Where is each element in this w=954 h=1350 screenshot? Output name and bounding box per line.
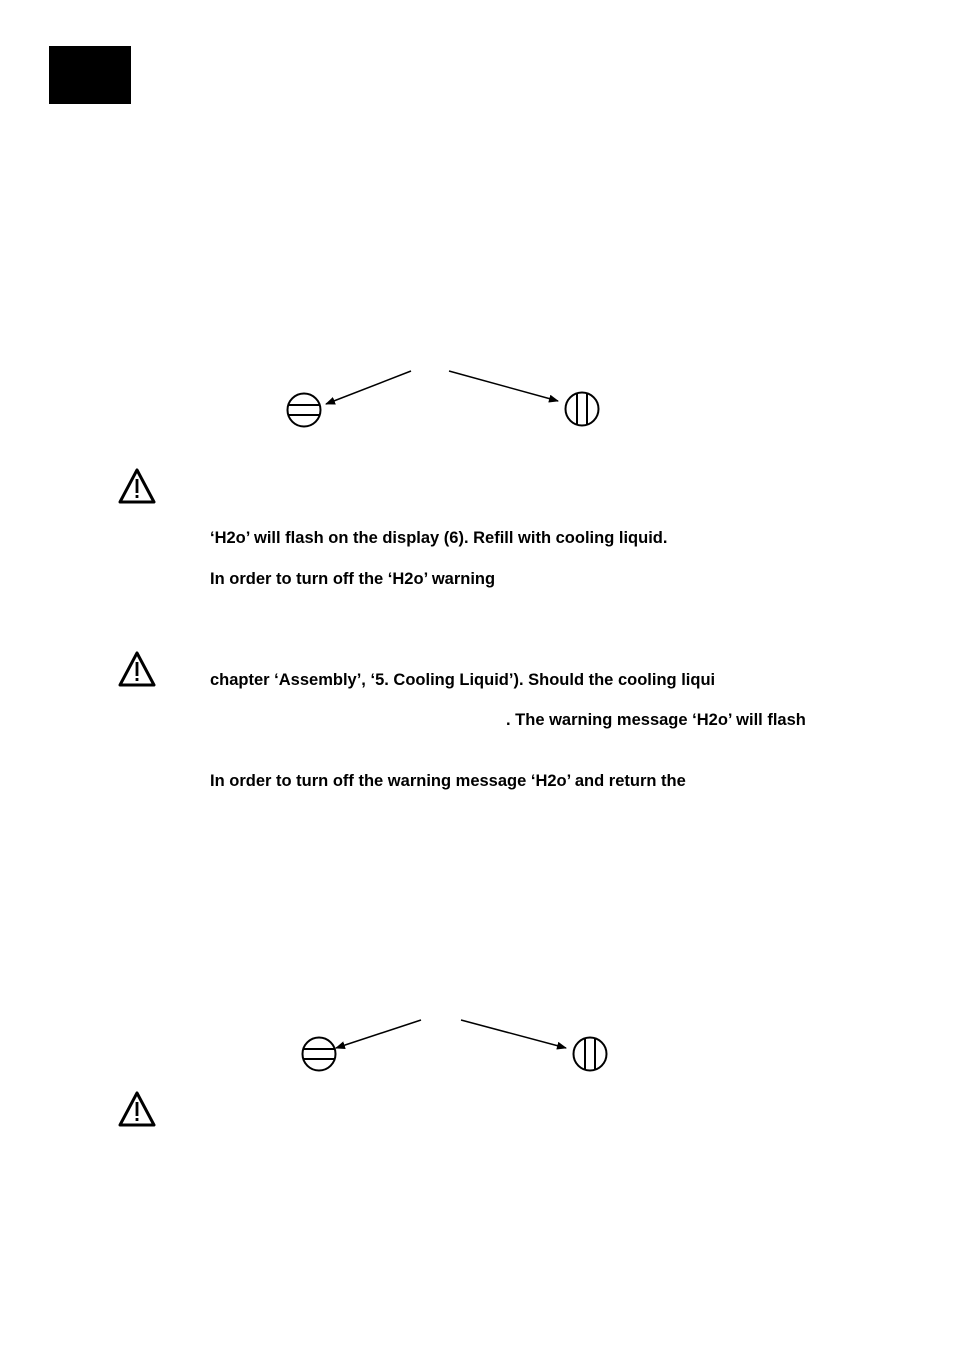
horizontal-position-circle-icon [303,1038,336,1071]
warning-triangle-icon [117,467,157,505]
section2-line2: . The warning message ‘H2o’ will flash [506,711,806,729]
arrow-right [449,371,558,401]
position-diagram-bottom [0,1010,954,1090]
warning-triangle-icon [117,650,157,688]
horizontal-position-circle-icon [288,394,321,427]
section2-line1: chapter ‘Assembly’, ‘5. Cooling Liquid’). Should the cooling liqui [210,671,716,689]
arrow-left [336,1020,421,1048]
position-diagram-top [0,360,954,440]
arrow-right [461,1020,566,1048]
header-black-block [49,46,131,104]
arrow-left [326,371,411,404]
warning-triangle-icon [117,1090,157,1128]
section1-line2: In order to turn off the ‘H2o’ warning [210,570,496,588]
section2-line3: In order to turn off the warning message ‘H2o’ and return the [210,772,686,790]
vertical-position-circle-icon [574,1038,607,1071]
section1-line1: ‘H2o’ will flash on the display (6). Refill with cooling liquid. [210,529,668,547]
vertical-position-circle-icon [566,393,599,426]
